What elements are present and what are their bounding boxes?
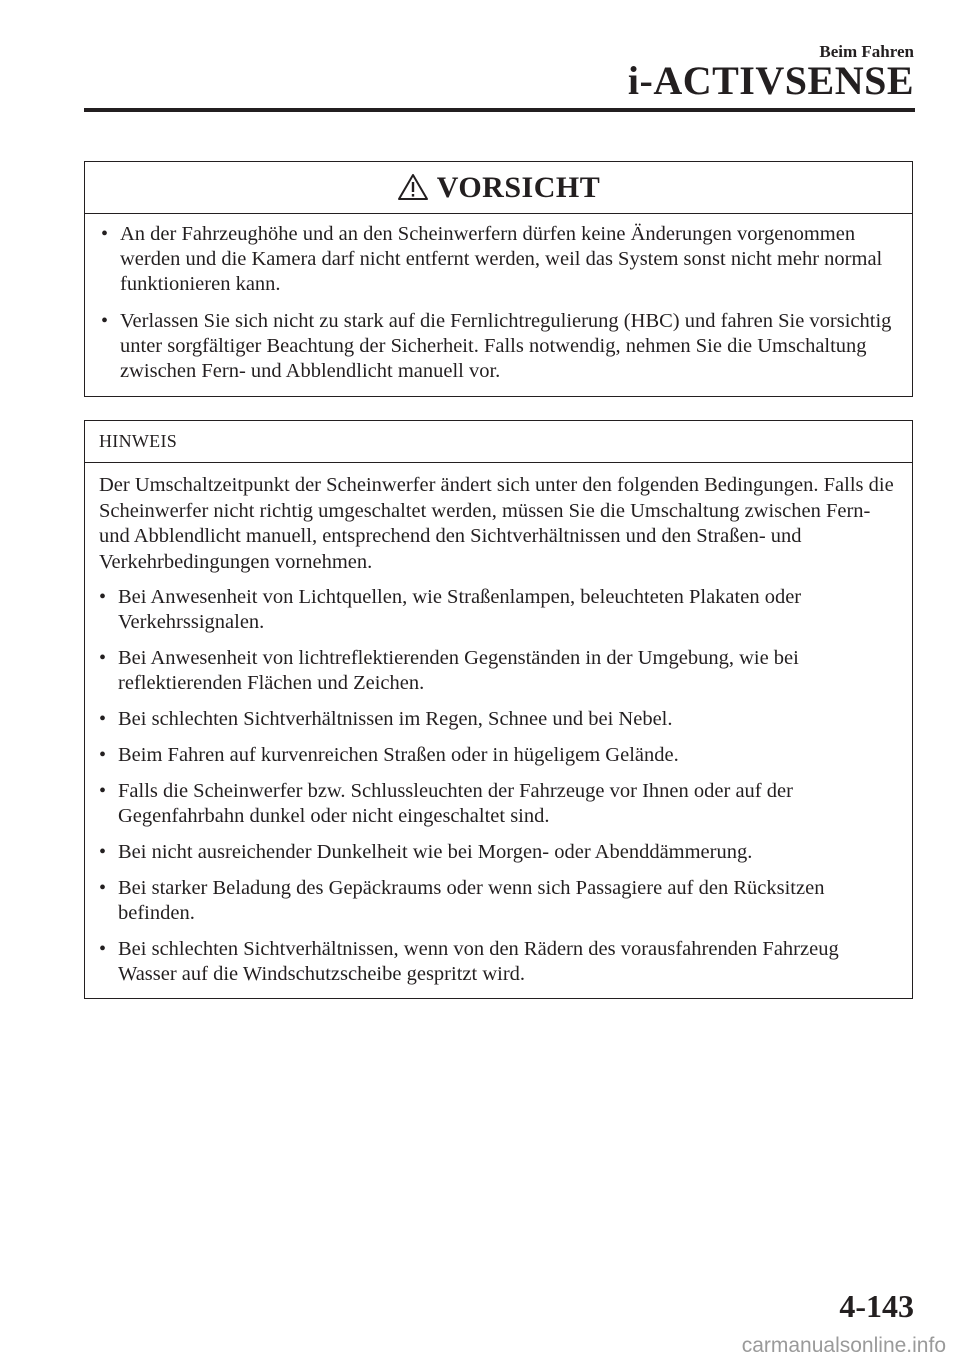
bullet-icon: • bbox=[99, 647, 107, 669]
note-item bbox=[99, 707, 898, 732]
bullet-icon: • bbox=[99, 586, 107, 608]
note-header bbox=[85, 421, 912, 463]
note-box bbox=[84, 420, 913, 999]
bullet-icon: • bbox=[101, 223, 109, 245]
bullet-icon: • bbox=[101, 310, 109, 332]
caution-body bbox=[85, 214, 912, 384]
note-item bbox=[99, 585, 898, 635]
note-body bbox=[85, 463, 912, 987]
note-item bbox=[99, 840, 898, 865]
note-item-text: Bei Anwesenheit von lichtreflektierenden Gegenständen in der Umgebung, wie bei reflektierenden Flächen und Zeichen. bbox=[118, 647, 799, 694]
note-item-text: Bei Anwesenheit von Lichtquellen, wie Straßenlampen, beleuchteten Plakaten oder Verkehrssignalen. bbox=[118, 586, 802, 633]
note-item-text: Bei schlechten Sichtverhältnissen, wenn von den Rädern des vorausfahrenden Fahrzeug Wasser auf die Windschutzscheibe gespritzt wird. bbox=[118, 938, 839, 985]
bullet-icon: • bbox=[99, 841, 107, 863]
header-divider bbox=[84, 108, 915, 112]
note-item-text: Bei schlechten Sichtverhältnissen im Regen, Schnee und bei Nebel. bbox=[118, 708, 673, 730]
note-item-text: Falls die Scheinwerfer bzw. Schlussleuchten der Fahrzeuge vor Ihnen oder auf der Gegenfahrbahn dunkel oder nicht eingeschaltet sind. bbox=[118, 780, 793, 827]
note-item bbox=[99, 779, 898, 829]
note-item bbox=[99, 646, 898, 696]
note-item-text: Bei starker Beladung des Gepäckraums oder wenn sich Passagiere auf den Rücksitzen befinden. bbox=[118, 877, 825, 924]
watermark[interactable]: carmanualsonline.info bbox=[741, 1334, 946, 1357]
warning-triangle-icon bbox=[397, 173, 429, 201]
note-title: HINWEIS bbox=[99, 431, 178, 451]
note-intro: Der Umschaltzeitpunkt der Scheinwerfer ändert sich unter den folgenden Bedingungen. Falls die Scheinwerfer nicht richtig umgeschaltet werden, müssen Sie die Umschaltung zwischen Fern- und Abblendlicht manuell, entsprechend den Sichtverhältnissen und den Straßen- und Verkehrbedingungen vornehmen. bbox=[99, 474, 894, 573]
note-item bbox=[99, 743, 898, 768]
chapter-title: i-ACTIVSENSE bbox=[627, 58, 914, 103]
note-item-text: Beim Fahren auf kurvenreichen Straßen oder in hügeligem Gelände. bbox=[118, 744, 679, 766]
bullet-icon: • bbox=[99, 938, 107, 960]
bullet-icon: • bbox=[99, 780, 107, 802]
note-item-text: Bei nicht ausreichender Dunkelheit wie bei Morgen- oder Abenddämmerung. bbox=[118, 841, 753, 863]
caution-header bbox=[85, 162, 912, 214]
caution-item-text: An der Fahrzeughöhe und an den Scheinwerfern dürfen keine Änderungen vorgenommen werden und die Kamera darf nicht entfernt werden, weil das System sonst nicht mehr normal funktionieren kann. bbox=[120, 223, 883, 295]
caution-item bbox=[101, 222, 894, 297]
note-item bbox=[99, 876, 898, 926]
bullet-icon: • bbox=[99, 877, 107, 899]
bullet-icon: • bbox=[99, 708, 107, 730]
page-number: 4-143 bbox=[839, 1288, 914, 1324]
bullet-icon: • bbox=[99, 744, 107, 766]
caution-title: VORSICHT bbox=[436, 170, 601, 204]
caution-item bbox=[101, 309, 894, 384]
note-item bbox=[99, 937, 898, 987]
section-title: Beim Fahren bbox=[819, 42, 914, 61]
caution-box bbox=[84, 161, 913, 397]
caution-item-text: Verlassen Sie sich nicht zu stark auf die Fernlichtregulierung (HBC) und fahren Sie vorsichtig unter sorgfältiger Beachtung der Sicherheit. Falls notwendig, nehmen Sie die Umschaltung zwischen Fern- und Abblendlicht manuell vor. bbox=[120, 310, 892, 382]
